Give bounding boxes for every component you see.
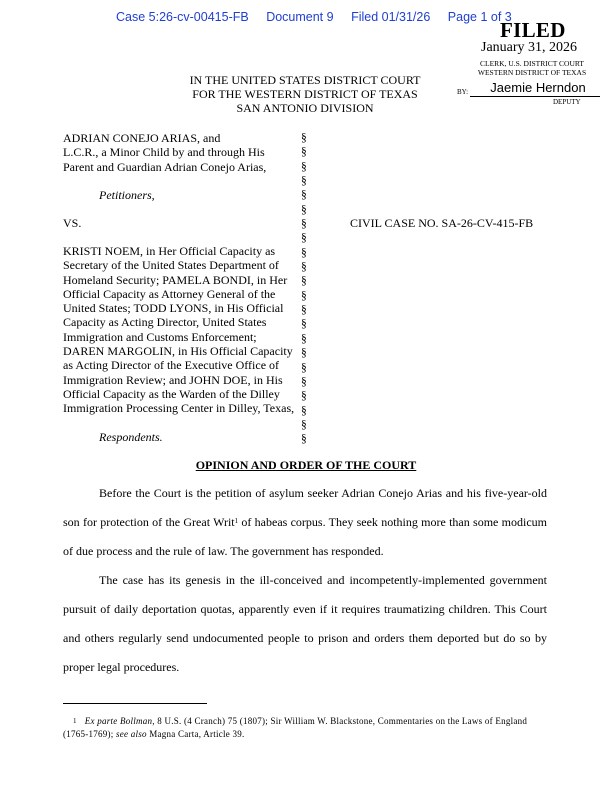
- section-symbol: §: [301, 132, 307, 144]
- filed-stamp-deputy: DEPUTY: [553, 98, 581, 106]
- versus-label: VS.: [63, 216, 82, 230]
- filed-stamp-by: BY:: [457, 88, 469, 96]
- court-line-3: SAN ANTONIO DIVISION: [236, 101, 374, 115]
- respondent-line: Immigration Review; and JOHN DOE, in His: [63, 372, 283, 387]
- section-symbol: §: [301, 289, 307, 302]
- court-name: [180, 73, 430, 115]
- case-number: Case 5:26-cv-00415-FB: [116, 10, 249, 24]
- footnote-number: 1: [73, 717, 77, 725]
- page-indicator: Page 1 of 3: [447, 10, 512, 24]
- footnote: $^1$ Ex parte Bollman, 8 U.S. (4 Cranch) 75 (1807); Sir William W. Blackstone, Commentaries on the Laws of England (1765-1769); see also Magna Carta, Article 39.: [63, 716, 528, 739]
- respondent-line: Immigration and Customs Enforcement;: [63, 329, 257, 344]
- paragraph-2: The case has its genesis in the ill-conceived and incompetently-implemented government pursuit of daily deportation quotas, apparently even if it requires traumatizing children. This Court and others regularly send undocumented people to prison and orders them deported but do so by proper legal procedures.: [63, 573, 547, 674]
- section-symbol: §: [301, 146, 307, 159]
- section-symbol: §: [301, 203, 307, 216]
- section-symbol: §: [301, 246, 307, 259]
- section-symbol: §: [301, 347, 307, 360]
- paragraph-1: Before the Court is the petition of asylum seeker Adrian Conejo Arias and his five-year-old son for protection of the Great Writ$^1$ of habeas corpus. They seek nothing more than some modicum of due process and the rule of law. The government has responded.: [63, 486, 547, 558]
- court-line-1: IN THE UNITED STATES DISTRICT COURT: [189, 73, 421, 87]
- petitioner-line: L.C.R., a Minor Child by and through His: [63, 145, 265, 160]
- petitioners-block: [63, 131, 303, 174]
- respondent-line: Capacity as Acting Director, United States: [63, 315, 267, 330]
- section-symbol: §: [301, 275, 307, 288]
- respondent-line: Official Capacity as the Warden of the Dilley: [63, 386, 280, 401]
- section-symbol: §: [301, 304, 307, 317]
- respondent-line: Homeland Security; PAMELA BONDI, in Her: [63, 272, 288, 287]
- respondent-line: Official Capacity as Attorney General of the: [63, 286, 276, 301]
- section-symbol: §: [301, 261, 307, 274]
- respondent-line: Secretary of the United States Department of: [63, 258, 279, 273]
- petitioner-line: ADRIAN CONEJO ARIAS, and: [63, 131, 221, 145]
- signature-line: [470, 96, 600, 97]
- section-symbol: §: [301, 404, 307, 417]
- section-symbol: §: [301, 160, 307, 173]
- footnote-case: Ex parte Bollman: [84, 716, 153, 726]
- filed-stamp-date: January 31, 2026: [481, 40, 578, 55]
- footnote-see-also: see also: [116, 729, 147, 739]
- filed-stamp-clerk: [473, 59, 591, 77]
- opinion-body: [63, 479, 547, 682]
- document-number: Document 9: [266, 10, 334, 24]
- opinion-heading: OPINION AND ORDER OF THE COURT: [195, 458, 417, 472]
- petitioners-label: Petitioners,: [99, 188, 155, 202]
- section-symbol: §: [301, 375, 307, 388]
- section-symbol-column: [301, 131, 307, 447]
- section-symbol: §: [301, 218, 307, 231]
- respondents-label: Respondents.: [99, 430, 163, 444]
- section-symbol: §: [301, 318, 307, 331]
- section-symbol: §: [301, 433, 307, 446]
- deputy-signature: Jaemie Herndon: [490, 80, 586, 95]
- petitioner-line: Parent and Guardian Adrian Conejo Arias,: [63, 159, 267, 174]
- section-symbol: §: [301, 175, 307, 188]
- respondents-block: [63, 244, 303, 416]
- document-header: [116, 10, 526, 24]
- section-symbol: §: [301, 232, 307, 245]
- court-line-2: FOR THE WESTERN DISTRICT OF TEXAS: [192, 87, 418, 101]
- clerk-line-2: WESTERN DISTRICT OF TEXAS: [477, 68, 587, 77]
- section-symbol: §: [301, 332, 307, 345]
- section-symbol: §: [301, 361, 307, 374]
- section-symbol: §: [301, 390, 307, 403]
- civil-case-number: CIVIL CASE NO. SA-26-CV-415-FB: [350, 216, 534, 230]
- footnote-ref[interactable]: 1: [234, 517, 239, 525]
- respondent-line: KRISTI NOEM, in Her Official Capacity as: [63, 244, 276, 258]
- respondent-line: DAREN MARGOLIN, in His Official Capacity: [63, 344, 293, 359]
- section-symbol: §: [301, 418, 307, 431]
- footnote-rule: [63, 703, 207, 704]
- respondent-line: as Acting Director of the Executive Office of: [63, 358, 280, 373]
- clerk-line-1: CLERK, U.S. DISTRICT COURT: [479, 59, 584, 68]
- section-symbol: §: [301, 189, 307, 202]
- respondent-line: Immigration Processing Center in Dilley, Texas,: [63, 401, 295, 416]
- filed-stamp-title: FILED: [500, 18, 566, 42]
- filed-date: Filed 01/31/26: [351, 10, 431, 24]
- respondent-line: United States; TODD LYONS, in His Official: [63, 301, 284, 316]
